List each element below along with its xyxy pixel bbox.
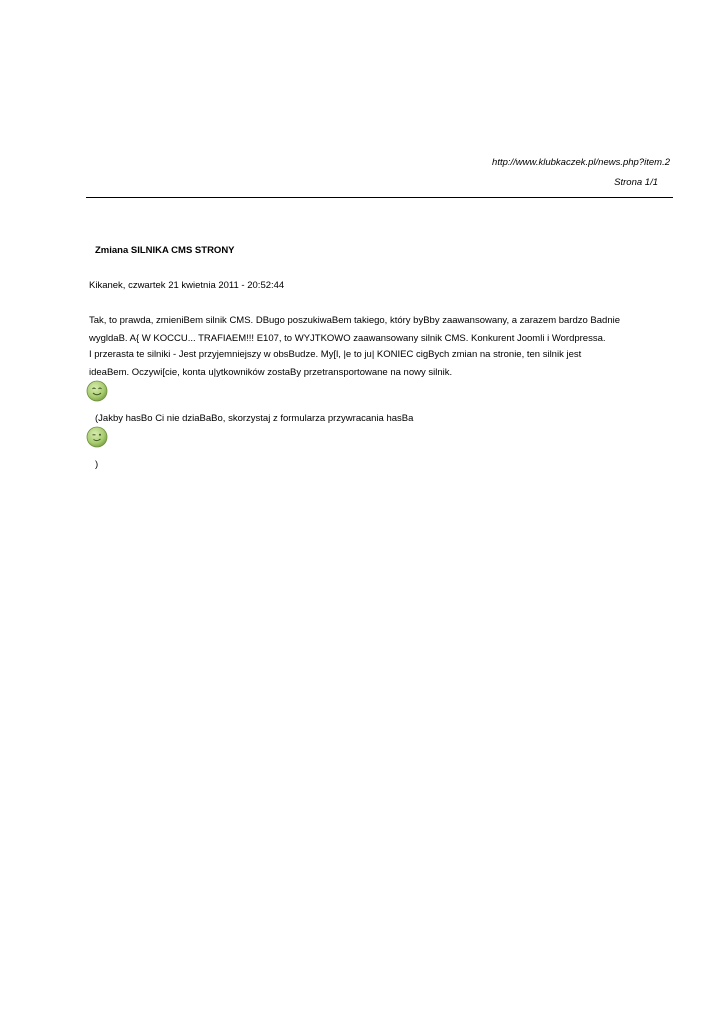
article-body-line: Tak, to prawda, zmieniBem silnik CMS. DBugo poszukiwaBem takiego, który byBby zaawansowany, a zarazem bardzo Badnie <box>89 315 621 326</box>
article-note-close: ) <box>95 459 99 470</box>
article-body-line: wygldaB. A{ W KOCCU... TRAFIAEM!!! E107, to WYJTKOWO zaawansowany silnik CMS. Konkurent Joomli i Wordpressa. <box>89 333 606 344</box>
article-body-line: I przerasta te silniki - Jest przyjemniejszy w obsBudze. My[l, |e to ju| KONIEC cigBych zmian na stronie, ten silnik jest <box>89 349 582 360</box>
header-divider <box>86 197 673 198</box>
article-note-line: (Jakby hasBo Ci nie dziaBaBo, skorzystaj z formularza przywracania hasBa <box>95 413 414 424</box>
article-title: Zmiana SILNIKA CMS STRONY <box>95 245 235 256</box>
page-header-url: http://www.klubkaczek.pl/news.php?item.2 <box>492 157 670 168</box>
page-number: Strona 1/1 <box>614 177 658 188</box>
smiley-grin-icon <box>86 380 108 402</box>
article-meta: Kikanek, czwartek 21 kwietnia 2011 - 20:52:44 <box>89 280 285 291</box>
article-body-line: ideaBem. Oczywi[cie, konta u|ytkowników zostaBy przetransportowane na nowy silnik. <box>89 367 453 378</box>
smiley-wink-icon <box>86 426 108 448</box>
